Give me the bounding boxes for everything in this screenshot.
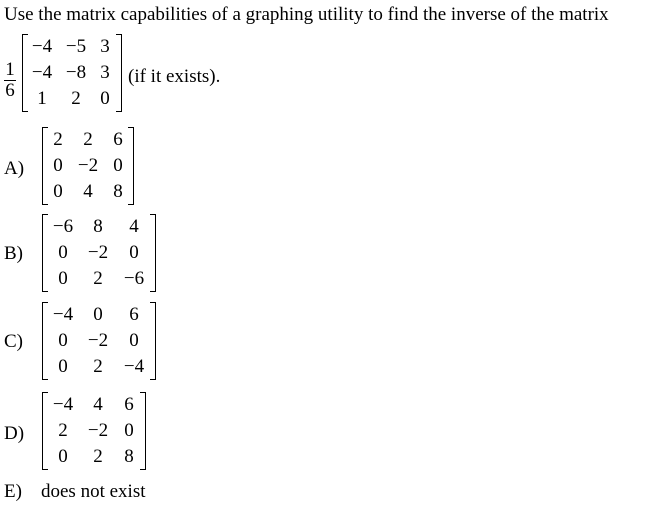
matrix-cell: 0 [53, 181, 63, 202]
option-e-text: does not exist [41, 481, 146, 502]
matrix-cell: 8 [113, 181, 123, 202]
matrix-cell: 0 [58, 356, 68, 377]
matrix-cell: 2 [93, 268, 103, 289]
bracket-right [140, 392, 146, 470]
question-suffix: (if it exists). [128, 66, 221, 87]
matrix-row [46, 302, 152, 328]
matrix-cell: −4 [31, 62, 53, 83]
matrix-cell: 0 [58, 242, 68, 263]
bracket-left [42, 127, 48, 205]
matrix-cell: −5 [65, 36, 87, 57]
matrix-cell: 2 [71, 88, 81, 109]
matrix-cell: 8 [93, 216, 103, 237]
matrix-cell: 0 [58, 330, 68, 351]
matrix-row [26, 86, 116, 112]
matrix-cell: 0 [124, 420, 134, 441]
matrix-cell: 8 [124, 446, 134, 467]
matrix-row [46, 214, 152, 240]
matrix-row [46, 266, 152, 292]
option-a-label: A) [4, 158, 25, 179]
scalar-numerator: 1 [5, 59, 15, 80]
option-b-matrix [42, 214, 156, 292]
matrix-row [46, 153, 130, 179]
bracket-left [22, 34, 28, 112]
matrix-cell: 0 [53, 155, 63, 176]
option-d-label: D) [4, 423, 25, 444]
matrix-cell: 0 [100, 88, 110, 109]
bracket-left [42, 392, 48, 470]
matrix-cell: 0 [58, 446, 68, 467]
matrix-cell: −4 [52, 394, 74, 415]
matrix-cell: 4 [93, 394, 103, 415]
matrix-cell: −8 [65, 62, 87, 83]
matrix-row [26, 60, 116, 86]
bracket-left [42, 214, 48, 292]
matrix-cell: 2 [58, 420, 68, 441]
matrix-row [46, 127, 130, 153]
matrix-cell: 0 [93, 304, 103, 325]
matrix-cell: −4 [31, 36, 53, 57]
matrix-cell: −2 [87, 420, 109, 441]
matrix-cell: 6 [113, 129, 123, 150]
bracket-right [128, 127, 134, 205]
matrix-cell: 2 [53, 129, 63, 150]
matrix-cell: 2 [93, 356, 103, 377]
option-b-label: B) [4, 243, 23, 264]
matrix-row [46, 418, 142, 444]
option-d-matrix [42, 392, 146, 470]
matrix-cell: −2 [87, 330, 109, 351]
option-a-matrix [42, 127, 134, 205]
bracket-right [150, 214, 156, 292]
matrix-cell: −4 [123, 356, 145, 377]
matrix-row [46, 179, 130, 205]
matrix-cell: −4 [52, 304, 74, 325]
matrix-row [26, 34, 116, 60]
matrix-cell: 6 [129, 304, 139, 325]
matrix-cell: 6 [124, 394, 134, 415]
matrix-row [46, 240, 152, 266]
bracket-right [116, 34, 122, 112]
matrix-cell: 2 [83, 129, 93, 150]
bracket-left [42, 302, 48, 380]
scalar-fraction [4, 60, 16, 101]
matrix-cell: −6 [123, 268, 145, 289]
matrix-cell: 4 [129, 216, 139, 237]
matrix-cell: 0 [129, 242, 139, 263]
matrix-cell: 3 [100, 36, 110, 57]
matrix-cell: 0 [113, 155, 123, 176]
question-matrix [22, 34, 122, 112]
matrix-row [46, 328, 152, 354]
matrix-cell: −6 [52, 216, 74, 237]
matrix-cell: 4 [83, 181, 93, 202]
matrix-cell: −2 [87, 242, 109, 263]
option-e-label: E) [4, 481, 22, 502]
matrix-cell: 2 [93, 446, 103, 467]
matrix-cell: 0 [129, 330, 139, 351]
question-text: Use the matrix capabilities of a graphing utility to find the inverse of the matrix [4, 4, 609, 25]
matrix-cell: −2 [77, 155, 99, 176]
matrix-cell: 1 [37, 88, 47, 109]
matrix-cell: 0 [58, 268, 68, 289]
bracket-right [150, 302, 156, 380]
matrix-row [46, 392, 142, 418]
scalar-denominator: 6 [5, 80, 15, 101]
option-c-label: C) [4, 331, 23, 352]
matrix-row [46, 354, 152, 380]
matrix-row [46, 444, 142, 470]
option-c-matrix [42, 302, 156, 380]
matrix-cell: 3 [100, 62, 110, 83]
